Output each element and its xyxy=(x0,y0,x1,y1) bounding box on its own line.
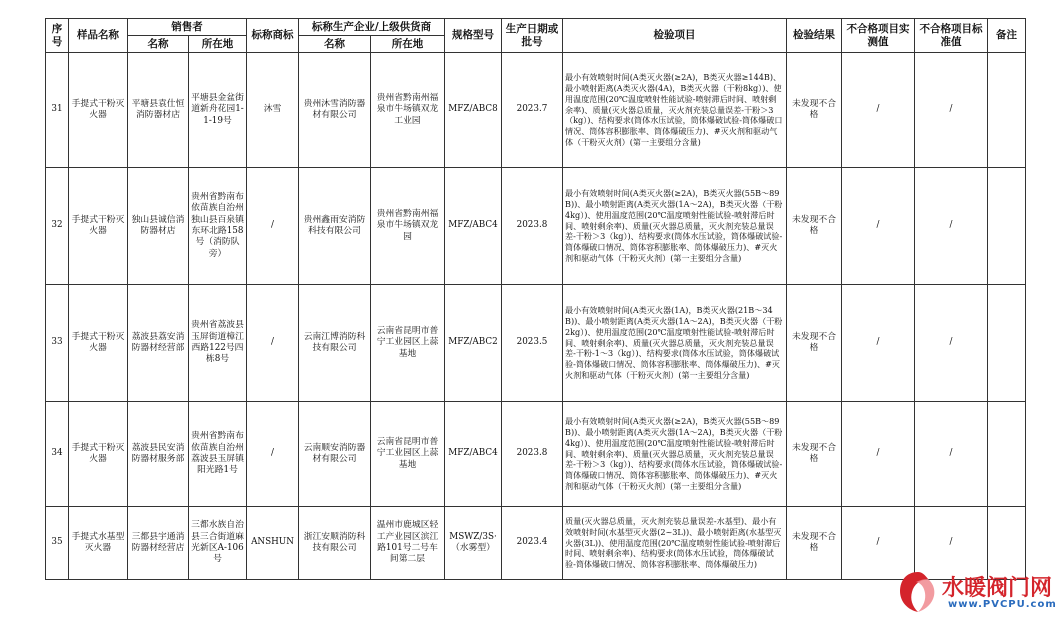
watermark xyxy=(898,568,1062,620)
cell-standard: / xyxy=(915,168,988,285)
cell-date: 2023.7 xyxy=(502,53,563,168)
header-manufacturer: 标称生产企业/上级供货商 xyxy=(299,19,445,36)
cell-items: 质量(灭火器总质量，灭火剂充装总量误差-水基型)、最小有效喷射时间(水基型灭火器(2~3L))、最小喷射距离(水基型灭火器(3L))、使用温度范围(20℃温度喷射性能试验-喷射滞后时间、喷射剩余率)、结构要求(筒体水压试验，筒体爆破试验-筒体爆破口情况、筒体容积膨胀率、筒体爆破压力) xyxy=(563,507,787,580)
table-row xyxy=(46,507,1026,580)
cell-items: 最小有效喷射时间(A类灭火器(≥2A)，B类灭火器(55B～89B))、最小喷射距离(A类灭火器(1A～2A)，B类灭火器（干粉4kg）)、使用温度范围(20℃温度喷射性能试验-喷射滞后时间、喷射剩余率)、质量(灭火器总质量，灭火剂充装总量误差-干粉＞3（kg）)、结构要求(筒体水压试验，筒体爆破试验-筒体爆破口情况、筒体容积膨胀率、筒体爆破压力)、#灭火剂和驱动气体（干粉灭火剂）(第一主要组分含量) xyxy=(563,402,787,507)
cell-result: 未发现不合格 xyxy=(787,168,842,285)
cell-seller-address: 贵州省黔南布依苗族自治州荔波县玉屏镇阳光路1号 xyxy=(189,402,247,507)
cell-date: 2023.8 xyxy=(502,168,563,285)
cell-seq: 33 xyxy=(46,285,69,402)
cell-standard: / xyxy=(915,285,988,402)
cell-mfr-address: 贵州省黔南州福泉市牛场镇双龙工业园 xyxy=(371,53,445,168)
cell-measured: / xyxy=(842,507,915,580)
cell-mfr-address: 云南省昆明市普宁工业园区上蒜基地 xyxy=(371,285,445,402)
cell-mfr-address: 温州市鹿城区轻工产业园区滨江路101号二号车间第二层 xyxy=(371,507,445,580)
cell-seller-address: 三都水族自治县三合街道麻光新区A-106号 xyxy=(189,507,247,580)
cell-seller-name: 三都县宇通消防器材经营店 xyxy=(128,507,189,580)
header-seller-name: 名称 xyxy=(128,36,189,53)
cell-seller-address: 贵州省荔波县玉屏街道樟江西路122号四栋8号 xyxy=(189,285,247,402)
watermark-title: 水暖阀门网 xyxy=(942,576,1053,601)
cell-trademark: ANSHUN xyxy=(247,507,299,580)
cell-items: 最小有效喷射时间(A类灭火器(≥2A)，B类灭火器≥144B)、最小喷射距离(A类灭火器(4A)，B类灭火器（干粉8kg）)、使用温度范围(20℃温度喷射性能试验-喷射滞后时间、喷射剩余率)、质量(灭火器总质量，灭火剂充装总量误差-干粉＞3（kg）)、结构要求(筒体水压试验，筒体爆破试验-筒体爆破口情况、筒体容积膨胀率、筒体爆破压力)、#灭火剂和驱动气体（干粉灭火剂）(第一主要组分含量) xyxy=(563,53,787,168)
cell-trademark: / xyxy=(247,168,299,285)
header-items: 检验项目 xyxy=(563,19,787,53)
cell-date: 2023.8 xyxy=(502,402,563,507)
cell-measured: / xyxy=(842,53,915,168)
header-spec: 规格型号 xyxy=(445,19,502,53)
cell-spec: MFZ/ABC4 xyxy=(445,168,502,285)
cell-measured: / xyxy=(842,402,915,507)
cell-mfr-address: 贵州省黔南州福泉市牛场镇双龙园 xyxy=(371,168,445,285)
cell-seq: 31 xyxy=(46,53,69,168)
header-result: 检验结果 xyxy=(787,19,842,53)
cell-measured: / xyxy=(842,168,915,285)
cell-result: 未发现不合格 xyxy=(787,402,842,507)
cell-result: 未发现不合格 xyxy=(787,507,842,580)
cell-mfr-name: 云南江博消防科技有限公司 xyxy=(299,285,371,402)
watermark-logo-icon xyxy=(898,570,938,614)
header-sample-name: 样品名称 xyxy=(69,19,128,53)
header-mfr-name: 名称 xyxy=(299,36,371,53)
header-seller: 销售者 xyxy=(128,19,247,36)
cell-standard: / xyxy=(915,53,988,168)
cell-items: 最小有效喷射时间(A类灭火器(1A)，B类灭火器(21B～34B))、最小喷射距离(A类灭火器(1A～2A)，B类灭火器（干粉2kg）)、使用温度范围(20℃温度喷射性能试验-喷射滞后时间、喷射剩余率)、质量(灭火器总质量，灭火剂充装总量误差-干粉-1～3（kg）)、结构要求(筒体水压试验，筒体爆破试验-筒体爆破口情况、筒体容积膨胀率、筒体爆破压力)、#灭火剂和驱动气体（干粉灭火剂）(第一主要组分含量) xyxy=(563,285,787,402)
cell-sample: 手提式干粉灭火器 xyxy=(69,168,128,285)
cell-seq: 34 xyxy=(46,402,69,507)
table-row xyxy=(46,53,1026,168)
cell-items: 最小有效喷射时间(A类灭火器(≥2A)，B类灭火器(55B～89B))、最小喷射距离(A类灭火器(1A～2A)，B类灭火器（干粉4kg）)、使用温度范围(20℃温度喷射性能试验-喷射滞后时间、喷射剩余率)、质量(灭火器总质量，灭火剂充装总量误差-干粉＞3（kg）)、结构要求(筒体水压试验，筒体爆破试验-筒体爆破口情况、筒体容积膨胀率、筒体爆破压力)、#灭火剂和驱动气体（干粉灭火剂）(第一主要组分含量) xyxy=(563,168,787,285)
table-row xyxy=(46,402,1026,507)
cell-seller-name: 平塘县袁仕恒消防器材店 xyxy=(128,53,189,168)
table-row xyxy=(46,285,1026,402)
header-trademark: 标称商标 xyxy=(247,19,299,53)
cell-result: 未发现不合格 xyxy=(787,53,842,168)
header-standard: 不合格项目标准值 xyxy=(915,19,988,53)
cell-trademark: 沐雪 xyxy=(247,53,299,168)
header-mfr-address: 所在地 xyxy=(371,36,445,53)
cell-sample: 手提式干粉灭火器 xyxy=(69,285,128,402)
watermark-url: www.PVCPU.com xyxy=(948,599,1057,610)
table-row xyxy=(46,168,1026,285)
cell-remark xyxy=(988,285,1026,402)
header-measured: 不合格项目实测值 xyxy=(842,19,915,53)
header-seq: 序号 xyxy=(46,19,69,53)
cell-seller-name: 荔波县民安消防器材服务部 xyxy=(128,402,189,507)
cell-sample: 手提式干粉灭火器 xyxy=(69,402,128,507)
cell-mfr-name: 贵州鑫雨安消防科技有限公司 xyxy=(299,168,371,285)
inspection-table xyxy=(45,18,1026,580)
cell-sample: 手提式水基型灭火器 xyxy=(69,507,128,580)
header-date: 生产日期或批号 xyxy=(502,19,563,53)
cell-seq: 32 xyxy=(46,168,69,285)
cell-spec: MFZ/ABC2 xyxy=(445,285,502,402)
cell-seller-address: 平塘县金盆街道新舟花园1-1-19号 xyxy=(189,53,247,168)
cell-spec: MFZ/ABC8 xyxy=(445,53,502,168)
cell-spec: MSWZ/3S·（水雾型） xyxy=(445,507,502,580)
cell-date: 2023.5 xyxy=(502,285,563,402)
header-seller-address: 所在地 xyxy=(189,36,247,53)
cell-mfr-name: 浙江安顺消防科技有限公司 xyxy=(299,507,371,580)
header-remark: 备注 xyxy=(988,19,1026,53)
cell-remark xyxy=(988,53,1026,168)
cell-seller-address: 贵州省黔南布依苗族自治州独山县百泉镇东环北路158号（消防队旁） xyxy=(189,168,247,285)
cell-mfr-address: 云南省昆明市普宁工业园区上蒜基地 xyxy=(371,402,445,507)
cell-date: 2023.4 xyxy=(502,507,563,580)
cell-remark xyxy=(988,402,1026,507)
cell-seller-name: 荔波县荔安消防器材经营部 xyxy=(128,285,189,402)
cell-standard: / xyxy=(915,507,988,580)
cell-seq: 35 xyxy=(46,507,69,580)
cell-spec: MFZ/ABC4 xyxy=(445,402,502,507)
cell-seller-name: 独山县诚信消防器材店 xyxy=(128,168,189,285)
cell-mfr-name: 贵州沐雪消防器材有限公司 xyxy=(299,53,371,168)
cell-remark xyxy=(988,168,1026,285)
cell-measured: / xyxy=(842,285,915,402)
cell-trademark: / xyxy=(247,285,299,402)
cell-sample: 手提式干粉灭火器 xyxy=(69,53,128,168)
cell-result: 未发现不合格 xyxy=(787,285,842,402)
cell-standard: / xyxy=(915,402,988,507)
cell-trademark: / xyxy=(247,402,299,507)
cell-mfr-name: 云南顺安消防器材有限公司 xyxy=(299,402,371,507)
